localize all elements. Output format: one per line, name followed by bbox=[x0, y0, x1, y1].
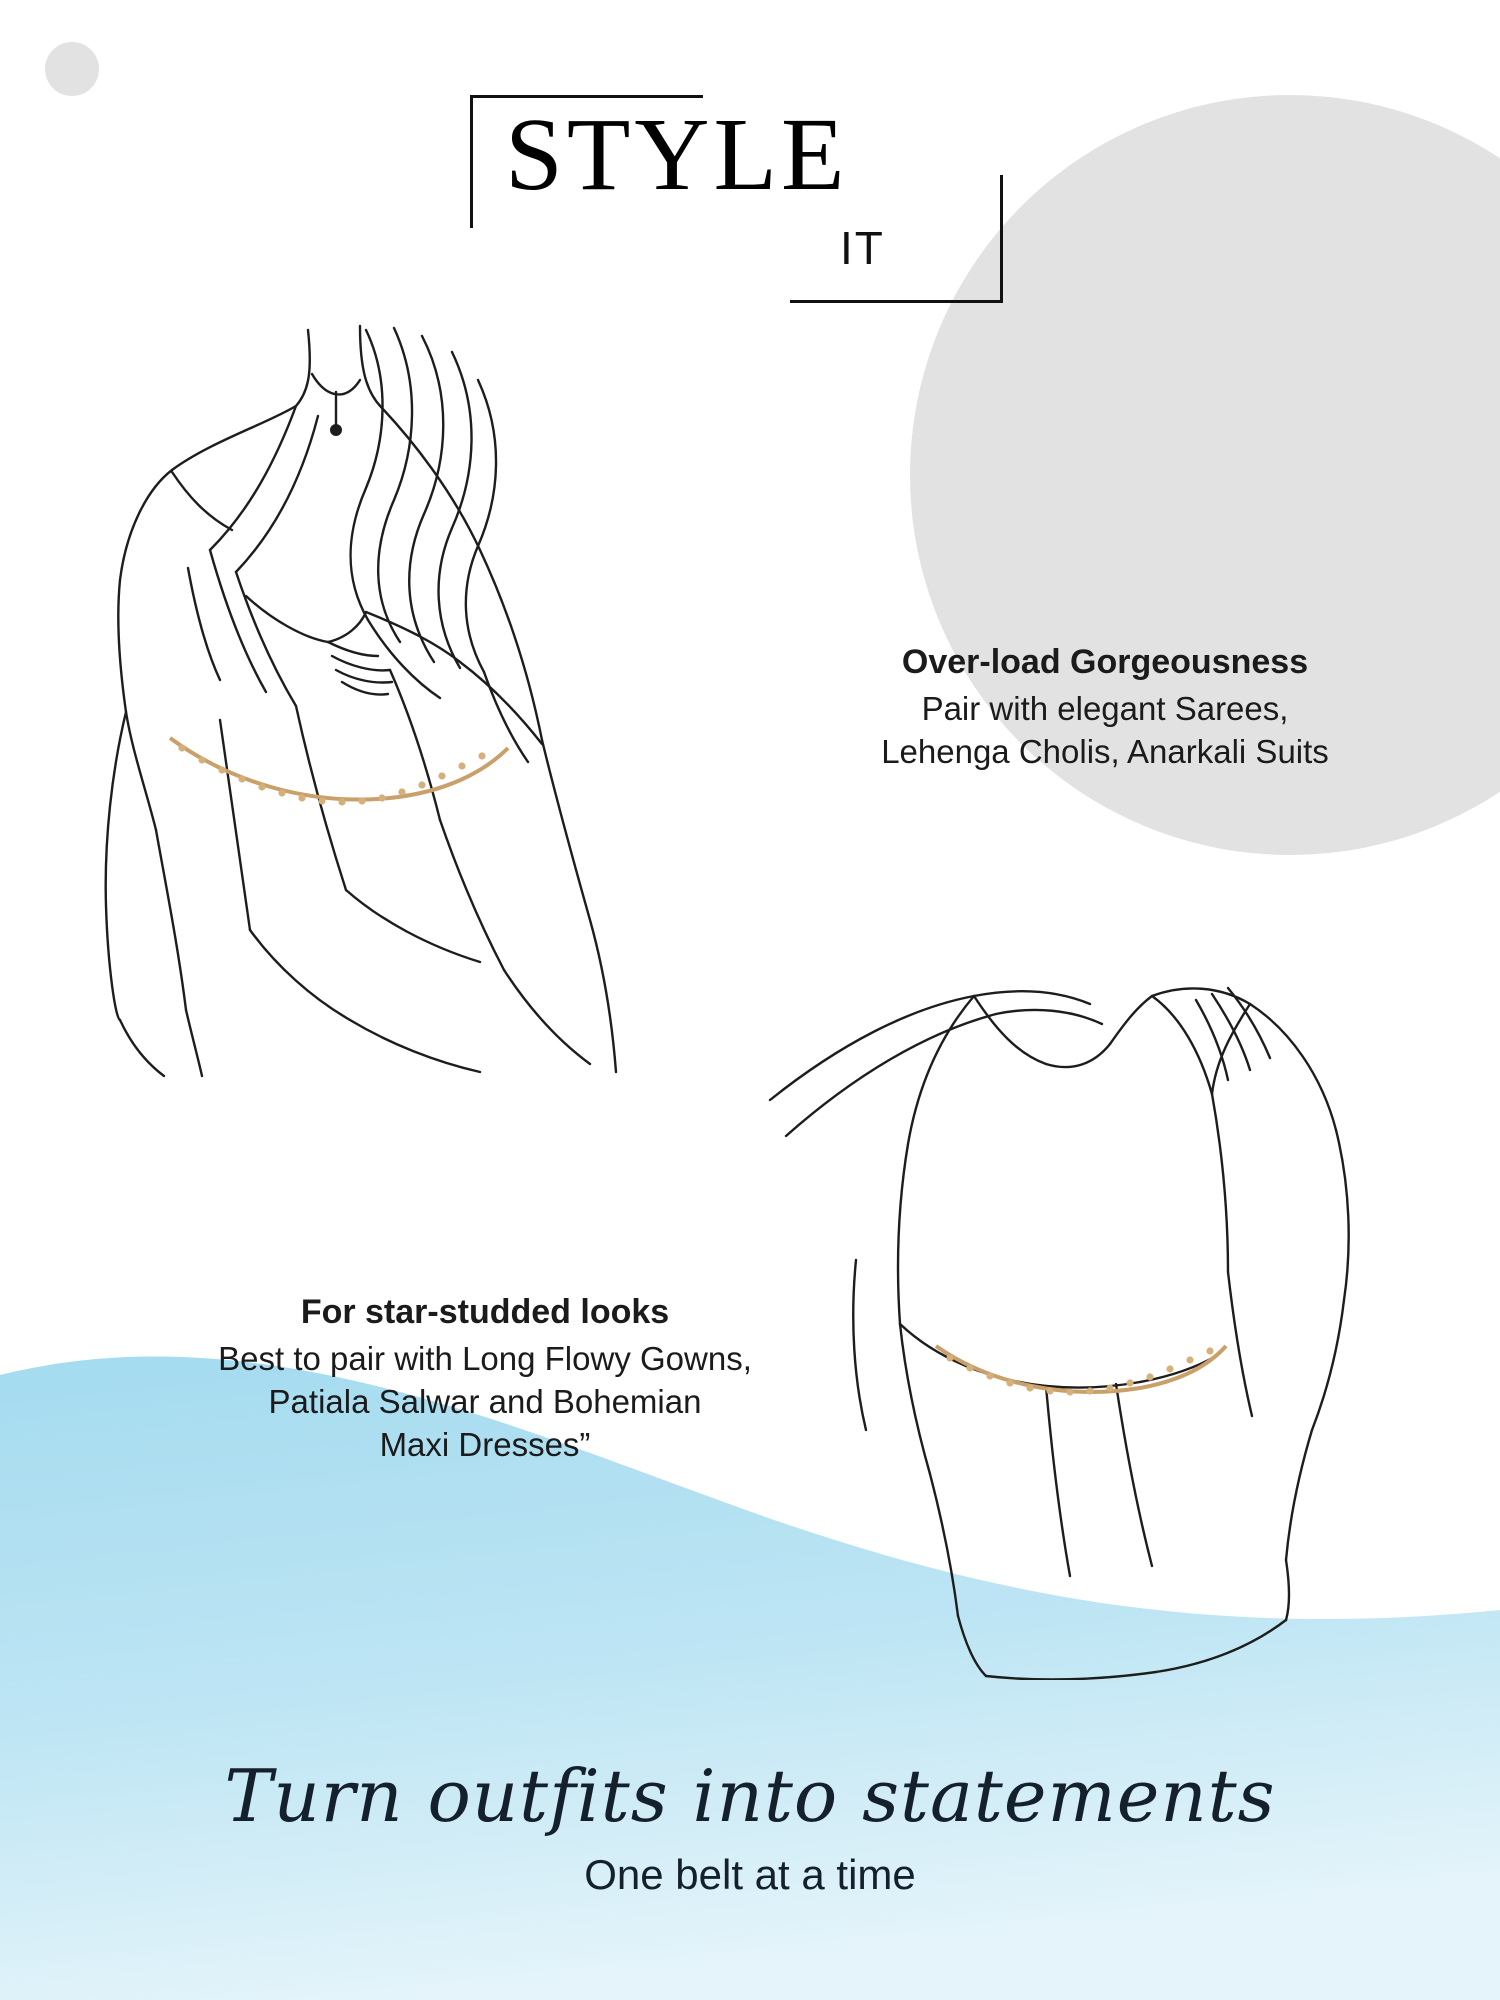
caption-title: Over-load Gorgeousness bbox=[901, 643, 1309, 681]
caption-line: Maxi Dresses” bbox=[379, 1425, 591, 1463]
footer-script-line: Turn outfits into statements bbox=[224, 1754, 1276, 1838]
caption-title: For star-studded looks bbox=[300, 1293, 670, 1331]
logo-word-secondary: IT bbox=[840, 222, 885, 274]
caption-line: Patiala Salwar and Bohemian bbox=[268, 1382, 702, 1420]
caption-over-load-gorgeousness bbox=[735, 640, 1475, 774]
logo-word-main: STYLE bbox=[505, 97, 849, 212]
brand-logo bbox=[460, 85, 1040, 315]
footer-sub-line: One belt at a time bbox=[584, 1851, 916, 1898]
saree-waist-belt-sketch bbox=[60, 320, 780, 1080]
decorative-circle-small bbox=[45, 42, 99, 96]
caption-line: Lehenga Cholis, Anarkali Suits bbox=[881, 732, 1329, 770]
caption-line: Pair with elegant Sarees, bbox=[921, 689, 1289, 727]
footer-tagline bbox=[0, 1754, 1500, 1898]
caption-line: Best to pair with Long Flowy Gowns, bbox=[218, 1339, 752, 1377]
caption-star-studded-looks bbox=[35, 1290, 935, 1467]
